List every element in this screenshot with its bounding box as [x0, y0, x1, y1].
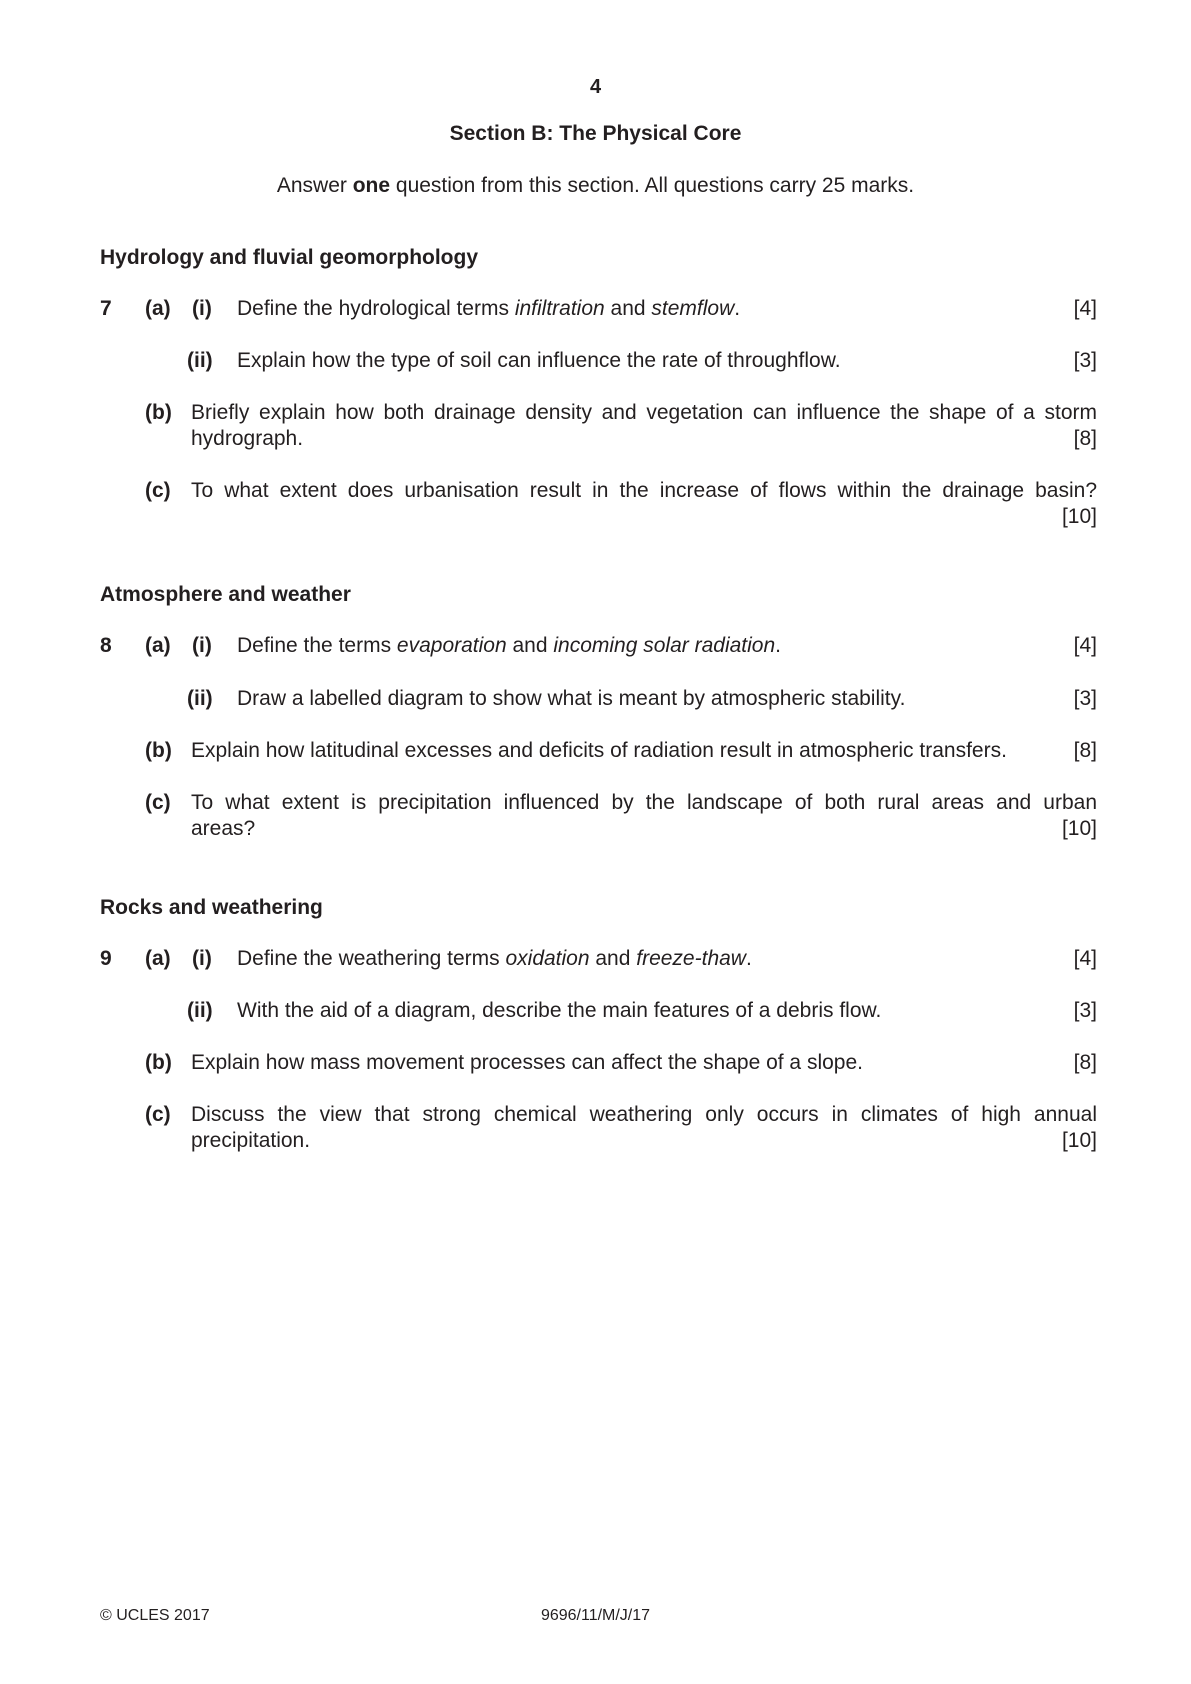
question-text: Explain how the type of soil can influence the rate of throughflow.: [237, 349, 841, 372]
topic-heading: Atmosphere and weather: [100, 583, 351, 606]
topic-heading: Rocks and weathering: [100, 896, 323, 919]
mark-allocation: [3]: [1073, 349, 1097, 372]
mark-allocation: [3]: [1073, 999, 1097, 1022]
question-text: Define the weathering terms oxidation and freeze-thaw.: [237, 947, 752, 970]
subpart-label: (i): [192, 634, 212, 657]
mark-allocation: [4]: [1073, 297, 1097, 320]
question-text: Define the hydrological terms infiltration and stemflow.: [237, 297, 741, 320]
question-text: areas?: [191, 817, 256, 840]
footer-paper-code: 9696/11/M/J/17: [540, 1607, 651, 1624]
question-text: To what extent does urbanisation result in the increase of flows within the drainage basin?: [191, 479, 1097, 502]
page-number: 4: [589, 76, 602, 98]
part-label: (a): [145, 947, 171, 970]
question-text: hydrograph.: [191, 427, 304, 450]
mark-allocation: [4]: [1073, 634, 1097, 657]
question-text: Define the terms evaporation and incoming solar radiation.: [237, 634, 782, 657]
footer-copyright: © UCLES 2017: [100, 1607, 210, 1624]
mark-allocation: [10]: [1061, 505, 1097, 528]
question-text: With the aid of a diagram, describe the main features of a debris flow.: [237, 999, 882, 1022]
mark-allocation: [3]: [1073, 687, 1097, 710]
part-label: (b): [145, 401, 172, 424]
mark-allocation: [8]: [1073, 739, 1097, 762]
question-text: Explain how mass movement processes can affect the shape of a slope.: [191, 1051, 863, 1074]
mark-allocation: [8]: [1073, 1051, 1097, 1074]
question-text: Explain how latitudinal excesses and deficits of radiation result in atmospheric transfers.: [191, 739, 1007, 762]
mark-allocation: [10]: [1061, 817, 1097, 840]
mark-allocation: [4]: [1073, 947, 1097, 970]
instructions-emphasis: one: [352, 174, 391, 197]
mark-allocation: [10]: [1061, 1129, 1097, 1152]
question-text: To what extent is precipitation influenced by the landscape of both rural areas and urban: [191, 791, 1097, 814]
subpart-label: (ii): [187, 349, 213, 372]
question-number: 8: [100, 634, 112, 657]
question-text: Discuss the view that strong chemical weathering only occurs in climates of high annual: [191, 1103, 1097, 1126]
subpart-label: (ii): [187, 999, 213, 1022]
question-number: 9: [100, 947, 112, 970]
instructions-post: question from this section. All questions carry 25 marks.: [390, 174, 915, 197]
question-text: Briefly explain how both drainage density and vegetation can influence the shape of a storm: [191, 401, 1097, 424]
topic-heading: Hydrology and fluvial geomorphology: [100, 246, 479, 269]
part-label: (c): [145, 1103, 171, 1126]
part-label: (a): [145, 634, 171, 657]
mark-allocation: [8]: [1073, 427, 1097, 450]
instructions-pre: Answer: [276, 174, 353, 197]
part-label: (c): [145, 791, 171, 814]
question-number: 7: [100, 297, 112, 320]
question-text: precipitation.: [191, 1129, 311, 1152]
section-instructions: [0, 174, 1191, 198]
section-title: Section B: The Physical Core: [449, 122, 742, 145]
part-label: (b): [145, 739, 172, 762]
part-label: (a): [145, 297, 171, 320]
subpart-label: (ii): [187, 687, 213, 710]
part-label: (b): [145, 1051, 172, 1074]
question-text: Draw a labelled diagram to show what is meant by atmospheric stability.: [237, 687, 906, 710]
subpart-label: (i): [192, 297, 212, 320]
part-label: (c): [145, 479, 171, 502]
subpart-label: (i): [192, 947, 212, 970]
